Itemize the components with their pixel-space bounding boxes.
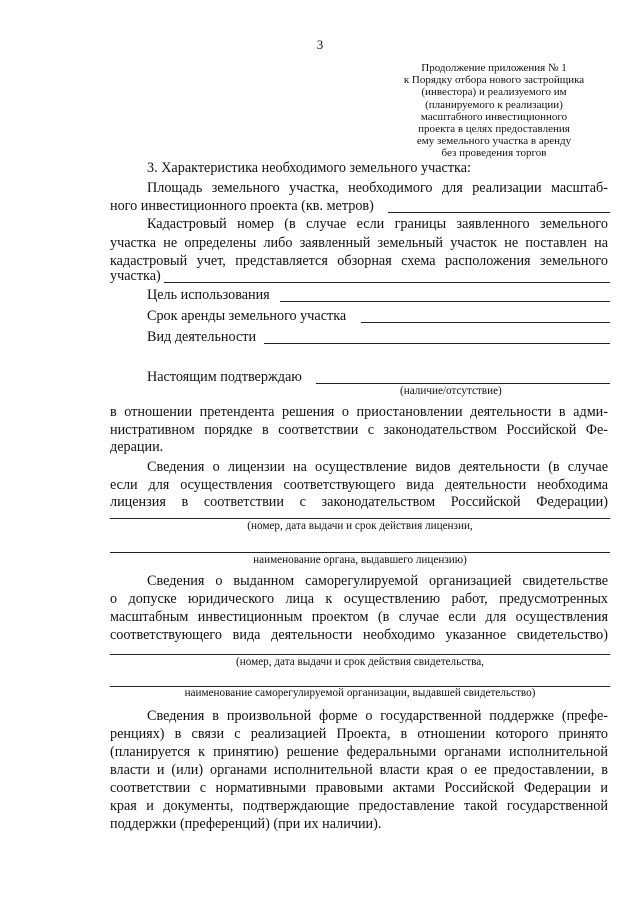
purpose-fill-line bbox=[280, 301, 610, 302]
certificate-text-line: о допуске юридического лица к осуществлению работ, предусмотренных bbox=[110, 591, 608, 607]
license-text-line: Сведения о лицензии на осуществление видов деятельности (в случае bbox=[147, 459, 608, 475]
license-text-line: лицензия в соответствии с законодательством Российской Федерации) bbox=[110, 494, 608, 510]
confirm-caption: (наличие/отсутствие) bbox=[400, 385, 502, 397]
activity-fill-line bbox=[264, 343, 610, 344]
certificate-caption: (номер, дата выдачи и срок действия свидетельства, bbox=[236, 656, 484, 668]
appendix-header bbox=[380, 62, 608, 160]
certificate-caption: наименование саморегулируемой организации, выдавшей свидетельство) bbox=[184, 687, 536, 699]
cadastral-label: участка) bbox=[110, 268, 161, 284]
header-line: без проведения торгов bbox=[441, 147, 547, 160]
confirm-text-line: нистративном порядке в соответствии с законодательством Российской Фе- bbox=[110, 422, 608, 438]
license-fill-line bbox=[110, 518, 610, 519]
lease-term-fill-line bbox=[361, 322, 610, 323]
header-line: к Порядку отбора нового застройщика bbox=[403, 74, 585, 87]
page-number: 3 bbox=[316, 37, 324, 52]
header-line: (планируемого к реализации) bbox=[425, 98, 563, 111]
purpose-label: Цель использования bbox=[147, 287, 270, 303]
certificate-text-line: масштабным инвестиционным проектом (в случае если для осуществления bbox=[110, 609, 608, 625]
support-text-line: (планируется к принятию) решение федеральными органами исполнительной bbox=[110, 744, 608, 760]
cadastral-text-line: Кадастровый номер (в случае если границы заявленного земельного bbox=[147, 216, 608, 232]
support-text-line: поддержки (преференций) (при их наличии). bbox=[110, 816, 382, 832]
area-fill-line bbox=[388, 212, 610, 213]
license-caption: (номер, дата выдачи и срок действия лицензии, bbox=[247, 520, 473, 532]
certificate-fill-line bbox=[110, 654, 610, 655]
certificate-text-line: Сведения о выданном саморегулируемой организацией свидетельстве bbox=[147, 573, 608, 589]
support-text-line: края и документы, подтверждающие предоставление такой государственной bbox=[110, 798, 608, 814]
confirm-fill-line bbox=[316, 383, 610, 384]
support-text-line: власти и (или) органами исполнительной власти края о ее предоставлении, в bbox=[110, 762, 608, 778]
header-line: проекта в целях предоставления bbox=[418, 123, 570, 136]
header-line: ему земельного участка в аренду bbox=[416, 135, 572, 148]
support-text-line: соответствии с нормативными правовыми актами Российской Федерации и bbox=[110, 780, 608, 796]
cadastral-text-line: кадастровый учет, представляется обзорная схема расположения земельного bbox=[110, 253, 608, 269]
header-line: Продолжение приложения № 1 bbox=[421, 62, 567, 74]
area-text-line: Площадь земельного участка, необходимого для реализации масштаб- bbox=[147, 180, 608, 196]
header-line: масштабного инвестиционного bbox=[420, 110, 568, 123]
lease-term-label: Срок аренды земельного участка bbox=[147, 308, 347, 324]
cadastral-fill-line bbox=[164, 282, 610, 283]
confirm-text-line: дерации. bbox=[110, 439, 164, 455]
area-label: ного инвестиционного проекта (кв. метров) bbox=[110, 198, 374, 214]
activity-label: Вид деятельности bbox=[147, 329, 257, 345]
confirm-label: Настоящим подтверждаю bbox=[147, 369, 302, 385]
license-text-line: если для осуществления соответствующего вида деятельности необходима bbox=[110, 477, 608, 493]
certificate-text-line: соответствующего вида деятельности необходимо указанное свидетельство) bbox=[110, 627, 608, 643]
support-text-line: Сведения в произвольной форме о государственной поддержке (префе- bbox=[147, 708, 608, 724]
cadastral-text-line: участка не определены либо заявленный земельный участок не поставлен на bbox=[110, 235, 608, 251]
license-fill-line bbox=[110, 552, 610, 553]
header-line: (инвестора) и реализуемого им bbox=[421, 86, 567, 99]
license-caption: наименование органа, выдавшего лицензию) bbox=[253, 554, 467, 566]
support-text-line: ренциях) в связи с реализацией Проекта, в отношении которого принято bbox=[110, 726, 608, 742]
section-heading: 3. Характеристика необходимого земельного участка: bbox=[147, 160, 471, 176]
confirm-text-line: в отношении претендента решения о приостановлении деятельности в адми- bbox=[110, 404, 608, 420]
